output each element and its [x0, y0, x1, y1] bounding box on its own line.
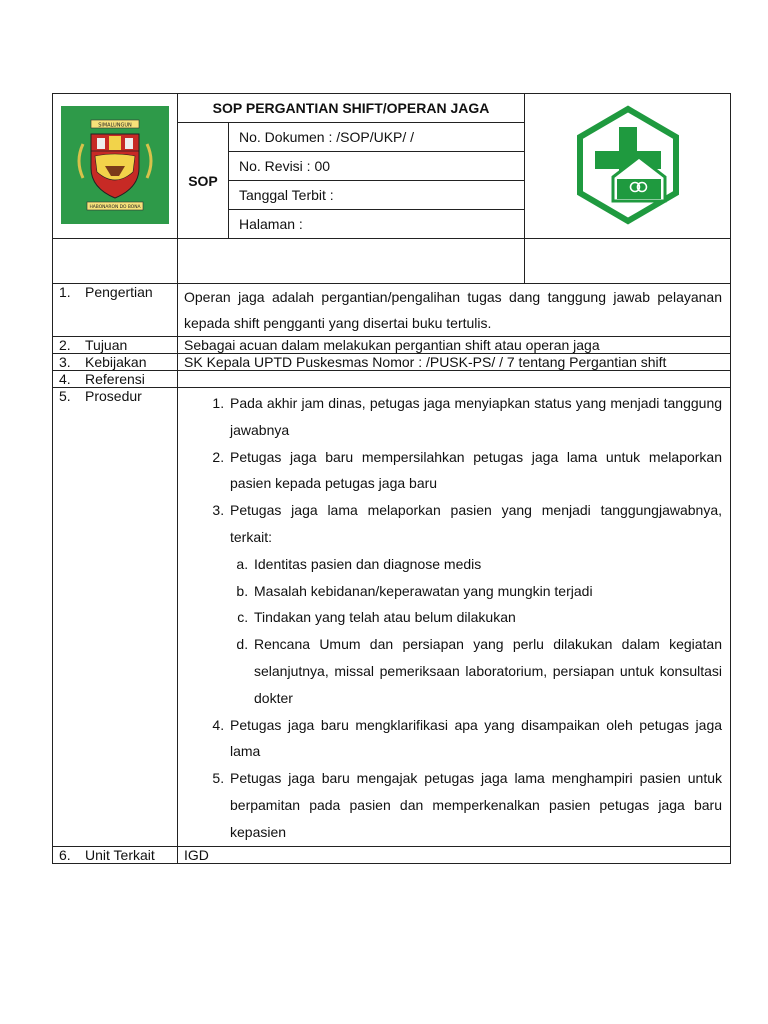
procedure-substeps — [230, 551, 722, 712]
row-number: 4. — [59, 371, 71, 387]
row-label: Kebijakan — [85, 354, 147, 370]
row-number: 3. — [59, 354, 71, 370]
signature-blank-left — [53, 239, 178, 284]
row-tujuan-label — [53, 337, 178, 354]
procedure-substep — [252, 578, 722, 605]
procedure-substep — [252, 631, 722, 711]
field-tanggal-terbit: Tanggal Terbit : — [229, 181, 525, 210]
step-text: Petugas jaga baru mengklarifikasi apa yang disampaikan oleh petugas jaga lama — [230, 716, 723, 760]
procedure-step — [228, 497, 722, 711]
puskesmas-logo-icon — [573, 105, 683, 225]
row-pengertian-label — [53, 284, 178, 337]
substep-text: Rencana Umum dan persiapan yang perlu dilakukan dalam kegiatan selanjutnya, missal pemeriksaan laboratorium, persiapan untuk konsultasi dokter — [254, 636, 723, 706]
procedure-substep — [252, 604, 722, 631]
left-logo-cell — [53, 94, 178, 239]
substep-text: Masalah kebidanan/keperawatan yang mungkin terjadi — [254, 582, 593, 599]
referensi-text — [178, 371, 731, 388]
row-label: Unit Terkait — [85, 846, 155, 863]
sop-document — [52, 93, 730, 864]
substep-text: Tindakan yang telah atau belum dilakukan — [254, 609, 516, 626]
procedure-step — [228, 712, 722, 766]
step-text: Pada akhir jam dinas, petugas jaga menyiapkan status yang menjadi tanggung jawabnya — [230, 395, 723, 438]
step-text: Petugas jaga baru mengajak petugas jaga lama menghampiri pasien untuk berpamitan pada pasien dan memperkenalkan pasien petugas jaga baru kepasien — [230, 770, 723, 840]
row-number: 6. — [59, 846, 71, 863]
field-no-revisi: No. Revisi : 00 — [229, 152, 525, 181]
signature-blank-middle — [178, 239, 525, 284]
signature-blank-right — [525, 239, 731, 284]
row-referensi-label — [53, 371, 178, 388]
row-label: Pengertian — [85, 284, 153, 300]
prosedur-content — [178, 388, 731, 847]
sop-table — [52, 93, 731, 864]
row-number: 5. — [59, 388, 71, 404]
procedure-substep — [252, 551, 722, 578]
row-prosedur-label — [53, 388, 178, 847]
row-label: Prosedur — [85, 388, 142, 404]
procedure-step — [228, 765, 722, 845]
substep-text: Identitas pasien dan diagnose medis — [254, 555, 482, 572]
row-number: 2. — [59, 337, 71, 353]
row-label: Referensi — [85, 371, 145, 387]
sop-label: SOP — [178, 123, 229, 239]
emblem-bottom-text: HABONARON DO BONA — [89, 204, 141, 210]
row-number: 1. — [59, 284, 71, 300]
field-halaman: Halaman : — [229, 210, 525, 239]
step-text: Petugas jaga baru mempersilahkan petugas jaga lama untuk melaporkan pasien kepada petugas jaga baru — [230, 448, 723, 492]
step-text: Petugas jaga lama melaporkan pasien yang menjadi tanggungjawabnya, terkait: — [230, 502, 723, 545]
row-unit-label — [53, 846, 178, 863]
field-no-dokumen: No. Dokumen : /SOP/UKP/ / — [229, 123, 525, 152]
regency-emblem-icon — [61, 106, 169, 224]
procedure-step — [228, 390, 722, 444]
tujuan-text: Sebagai acuan dalam melakukan pergantian shift atau operan jaga — [178, 337, 731, 354]
right-logo-cell — [525, 94, 731, 239]
procedure-step — [228, 444, 722, 498]
procedure-steps — [178, 388, 730, 846]
unit-text: IGD — [178, 846, 731, 863]
row-label: Tujuan — [85, 337, 128, 353]
row-kebijakan-label — [53, 354, 178, 371]
kebijakan-text: SK Kepala UPTD Puskesmas Nomor : /PUSK-PS/ / 7 tentang Pergantian shift — [178, 354, 731, 371]
pengertian-text: Operan jaga adalah pergantian/pengalihan tugas dang tanggung jawab pelayanan kepada shift pengganti yang disertai buku tertulis. — [178, 284, 731, 337]
emblem-top-text: SIMALUNGUN — [98, 122, 132, 128]
document-title: SOP PERGANTIAN SHIFT/OPERAN JAGA — [178, 94, 525, 123]
